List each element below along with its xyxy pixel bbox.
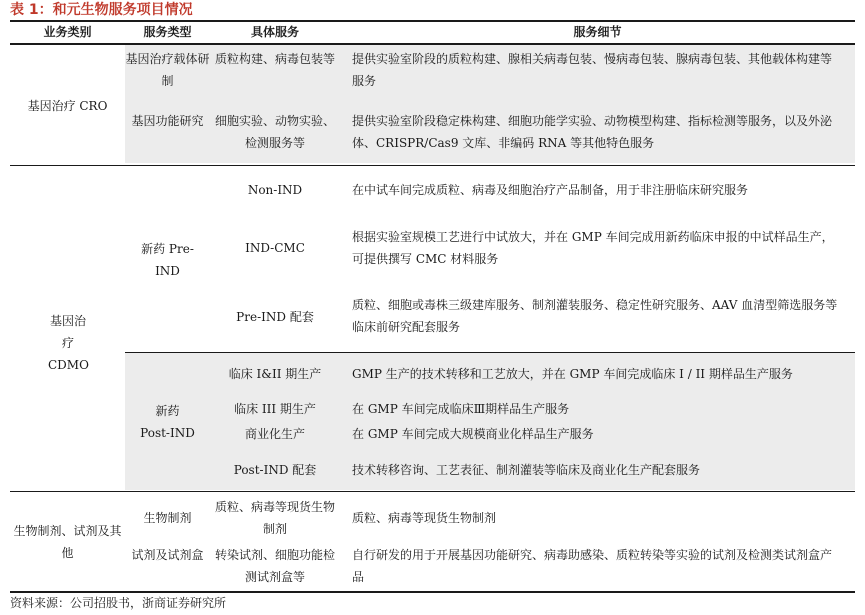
cdmo-category: 基因治疗 CDMO bbox=[48, 314, 89, 372]
post-ind-top-line bbox=[125, 352, 855, 353]
post-ind-service-1: 临床 III 期生产 bbox=[234, 402, 316, 416]
bio-service-0: 质粒、病毒等现货生物制剂 bbox=[214, 500, 335, 536]
pre-ind-service-1: IND-CMC bbox=[245, 241, 305, 255]
bio-type-0: 生物制剂 bbox=[143, 511, 192, 525]
pre-ind-detail-0: 在中试车间完成质粒、病毒及细胞治疗产品制备，用于非注册临床研究服务 bbox=[352, 183, 749, 197]
table-title: 表 1：和元生物服务项目情况 bbox=[10, 2, 193, 18]
header-specific-service: 具体服务 bbox=[250, 25, 299, 39]
bio-detail-1: 自行研发的用于开展基因功能研究、病毒助感染、质粒转染等实验的试剂及检测类试剂盒产品 bbox=[352, 548, 833, 584]
post-ind-detail-2: 在 GMP 车间完成大规模商业化样品生产服务 bbox=[352, 427, 594, 441]
post-ind-service-2: 商业化生产 bbox=[244, 427, 305, 441]
post-ind-service-0: 临床 I&II 期生产 bbox=[228, 367, 322, 381]
cro-service-0: 质粒构建、病毒包装等 bbox=[214, 52, 335, 66]
pre-ind-detail-2: 质粒、细胞或毒株三级建库服务、制剂灌装服务、稳定性研究服务、AAV 血清型筛选服务等临床前研究配套服务 bbox=[352, 298, 838, 334]
header-service-type: 服务类型 bbox=[143, 25, 192, 39]
source-note: 资料来源：公司招股书，浙商证券研究所 bbox=[10, 596, 227, 610]
bio-service-1: 转染试剂、细胞功能检测试剂盒等 bbox=[214, 548, 335, 584]
bio-detail-0: 质粒、病毒等现货生物制剂 bbox=[352, 511, 497, 525]
cro-detail-1: 提供实验室阶段稳定株构建、细胞功能学实验、动物模型构建、指标检测等服务，以及外泌体、CRISPR/Cas9 文库、非编码 RNA 等其他特色服务 bbox=[352, 114, 833, 150]
cro-bottom-line bbox=[10, 165, 855, 166]
pre-ind-service-0: Non-IND bbox=[247, 183, 303, 197]
bio-category: 生物制剂、试剂及其他 bbox=[13, 524, 122, 560]
cro-category: 基因治疗 CRO bbox=[27, 99, 108, 113]
header-service-detail: 服务细节 bbox=[573, 25, 622, 39]
cro-service-1: 细胞实验、动物实验、检测服务等 bbox=[214, 114, 335, 150]
cro-type-1: 基因功能研究 bbox=[131, 114, 204, 128]
pre-ind-service-2: Pre-IND 配套 bbox=[236, 310, 314, 324]
pre-ind-detail-1: 根据实验室规模工艺进行中试放大，并在 GMP 车间完成用新药临床申报的中试样品生产，可提供撰写 CMC 材料服务 bbox=[352, 230, 834, 266]
post-ind-detail-3: 技术转移咨询、工艺表征、制剂灌装等临床及商业化生产配套服务 bbox=[352, 463, 701, 477]
pre-ind-type: 新药 Pre-IND bbox=[141, 242, 194, 278]
header-category: 业务类别 bbox=[43, 25, 92, 39]
cro-type-0: 基因治疗载体研制 bbox=[125, 52, 210, 88]
post-ind-detail-0: GMP 生产的技术转移和工艺放大，并在 GMP 车间完成临床 I / II 期样品生产服务 bbox=[352, 367, 793, 381]
post-ind-detail-1: 在 GMP 车间完成临床Ⅲ期样品生产服务 bbox=[352, 402, 570, 416]
bottom-rule bbox=[10, 591, 855, 593]
post-ind-service-3: Post-IND 配套 bbox=[233, 463, 317, 477]
cro-detail-0: 提供实验室阶段的质粒构建、腺相关病毒包装、慢病毒包装、腺病毒包装、其他载体构建等服务 bbox=[352, 52, 833, 88]
bio-type-1: 试剂及试剂盒 bbox=[131, 548, 204, 562]
cdmo-bottom-line bbox=[10, 491, 855, 492]
post-ind-type: 新药 Post-IND bbox=[140, 404, 195, 440]
